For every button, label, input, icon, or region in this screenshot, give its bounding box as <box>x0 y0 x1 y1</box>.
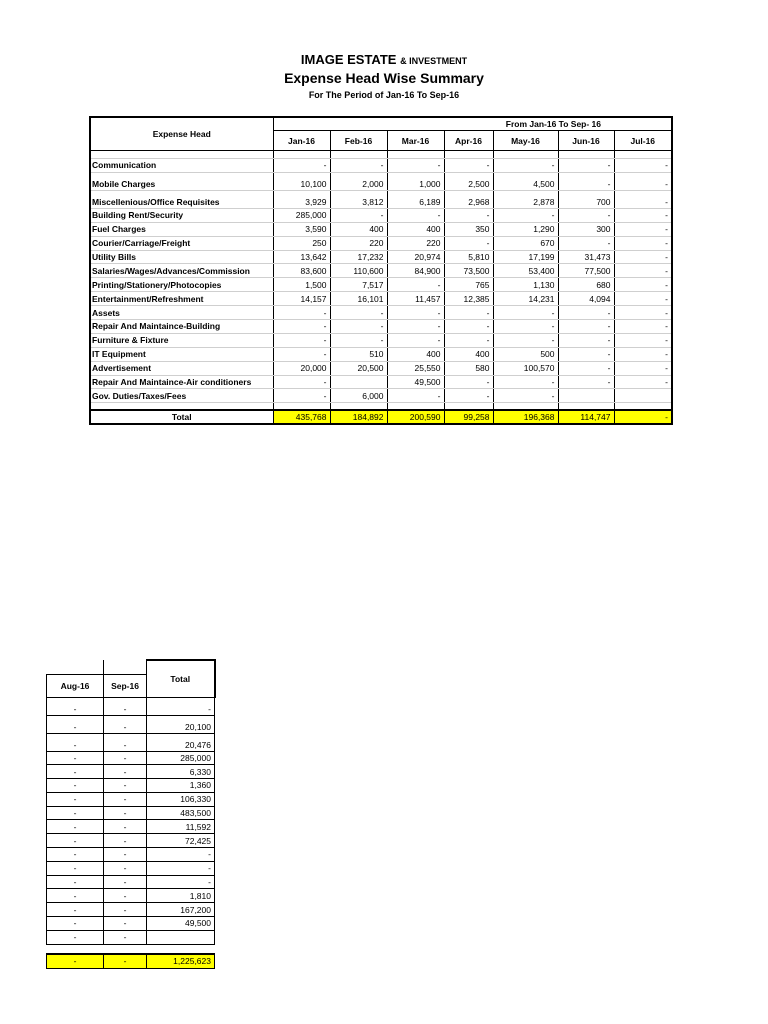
cell-may-16: 53,400 <box>493 264 558 278</box>
table-row <box>47 779 215 793</box>
cell-sep-16: - <box>104 903 147 917</box>
cell-sep-16: - <box>104 715 147 733</box>
cell-aug-16: - <box>47 733 104 751</box>
report-period: For The Period of Jan-16 To Sep-16 <box>308 90 460 100</box>
expense-head-utility-bills: Utility Bills <box>90 250 273 264</box>
table-row <box>90 172 672 190</box>
cell-jan-16: - <box>273 347 330 361</box>
table-row <box>90 306 672 320</box>
grand-total: 1,225,623 <box>147 954 215 968</box>
cell-sep-16: - <box>104 917 147 931</box>
cell-may-16: 2,878 <box>493 190 558 208</box>
table-row <box>90 250 672 264</box>
cell-sep-16: - <box>104 848 147 862</box>
total-label: Total <box>90 410 273 424</box>
table-row <box>90 389 672 403</box>
cell-jan-16: - <box>273 389 330 403</box>
cell-aug-16: - <box>47 861 104 875</box>
cell-sep-16: - <box>104 751 147 765</box>
table-row <box>47 848 215 862</box>
cell-feb-16: 20,500 <box>330 361 387 375</box>
cell-mar-16: 220 <box>387 236 444 250</box>
cell-sep-16: - <box>104 779 147 793</box>
cell-jun-16: - <box>558 375 614 389</box>
cell-jan-16: 13,642 <box>273 250 330 264</box>
expense-head-assets: Assets <box>90 306 273 320</box>
cell-aug-16: - <box>47 715 104 733</box>
row-total: - <box>147 875 215 889</box>
cell-mar-16: 20,974 <box>387 250 444 264</box>
cell-jun-16: - <box>558 236 614 250</box>
row-total: 1,360 <box>147 779 215 793</box>
cell-jan-16: 3,929 <box>273 190 330 208</box>
cell-apr-16: - <box>444 159 493 173</box>
cell-aug-16: - <box>47 697 104 715</box>
cell-jun-16: - <box>558 361 614 375</box>
cell-apr-16: - <box>444 236 493 250</box>
cell-apr-16: - <box>444 375 493 389</box>
cell-jun-16: - <box>558 320 614 334</box>
cell-feb-16: - <box>330 159 387 173</box>
cell-may-16: 1,290 <box>493 222 558 236</box>
expense-head-fuel-charges: Fuel Charges <box>90 222 273 236</box>
cell-may-16: - <box>493 159 558 173</box>
cell-mar-16: 84,900 <box>387 264 444 278</box>
expense-head-repair-and-maintaince-air-conditioners: Repair And Maintaince-Air conditioners <box>90 375 273 389</box>
cell-jul-16 <box>614 389 672 403</box>
cell-apr-16: - <box>444 320 493 334</box>
cell-feb-16: 16,101 <box>330 292 387 306</box>
month-header-mar-16: Mar-16 <box>387 131 444 151</box>
total-may-16: 196,368 <box>493 410 558 424</box>
cell-may-16: - <box>493 306 558 320</box>
cell-jan-16: 10,100 <box>273 172 330 190</box>
table-row <box>47 765 215 779</box>
row-total: 167,200 <box>147 903 215 917</box>
cell-aug-16: - <box>47 834 104 848</box>
expense-head-salaries-wages-advances-commission: Salaries/Wages/Advances/Commission <box>90 264 273 278</box>
cell-apr-16: 12,385 <box>444 292 493 306</box>
month-header-jan-16: Jan-16 <box>273 131 330 151</box>
cell-mar-16: 400 <box>387 222 444 236</box>
cell-jan-16: - <box>273 375 330 389</box>
cell-mar-16: - <box>387 278 444 292</box>
cell-jun-16: 31,473 <box>558 250 614 264</box>
month-header-aug-16: Aug-16 <box>47 674 104 697</box>
expense-head-furniture-fixture: Furniture & Fixture <box>90 333 273 347</box>
row-total <box>147 930 215 944</box>
cell-jan-16: - <box>273 306 330 320</box>
cell-may-16: - <box>493 208 558 222</box>
cell-mar-16: - <box>387 333 444 347</box>
cell-jul-16: - <box>614 264 672 278</box>
cell-jul-16: - <box>614 208 672 222</box>
expense-head-it-equipment: IT Equipment <box>90 347 273 361</box>
expense-head-mobile-charges: Mobile Charges <box>90 172 273 190</box>
cell-sep-16: - <box>104 861 147 875</box>
cell-aug-16: - <box>47 930 104 944</box>
cell-mar-16: - <box>387 306 444 320</box>
cell-mar-16: 1,000 <box>387 172 444 190</box>
cell-jul-16: - <box>614 172 672 190</box>
cell-aug-16: - <box>47 765 104 779</box>
cell-jul-16: - <box>614 250 672 264</box>
cell-feb-16: 510 <box>330 347 387 361</box>
month-header-apr-16: Apr-16 <box>444 131 493 151</box>
cell-apr-16: - <box>444 389 493 403</box>
cell-feb-16: 110,600 <box>330 264 387 278</box>
table-row <box>47 889 215 903</box>
table-row <box>90 333 672 347</box>
row-total: - <box>147 697 215 715</box>
cell-jul-16: - <box>614 306 672 320</box>
cell-sep-16: - <box>104 930 147 944</box>
cell-may-16: 4,500 <box>493 172 558 190</box>
row-total: - <box>147 861 215 875</box>
cell-may-16: 670 <box>493 236 558 250</box>
cell-jul-16: - <box>614 320 672 334</box>
cell-apr-16: 2,500 <box>444 172 493 190</box>
total-column-header: Total <box>147 660 215 697</box>
table-row <box>90 361 672 375</box>
expense-head-printing-stationery-photocopies: Printing/Stationery/Photocopies <box>90 278 273 292</box>
cell-may-16: - <box>493 320 558 334</box>
cell-sep-16: - <box>104 889 147 903</box>
expense-summary-continuation-table <box>46 659 216 969</box>
expense-head-building-rent-security: Building Rent/Security <box>90 208 273 222</box>
table-row <box>90 264 672 278</box>
cell-jan-16: 20,000 <box>273 361 330 375</box>
cell-feb-16: - <box>330 306 387 320</box>
total-jun-16: 114,747 <box>558 410 614 424</box>
cell-aug-16: - <box>47 917 104 931</box>
cell-aug-16: - <box>47 875 104 889</box>
cell-may-16: - <box>493 333 558 347</box>
row-total: 483,500 <box>147 806 215 820</box>
report-title: Expense Head Wise Summary <box>284 70 484 86</box>
cell-aug-16: - <box>47 889 104 903</box>
cell-jan-16: - <box>273 320 330 334</box>
table-row <box>90 292 672 306</box>
cell-apr-16: 5,810 <box>444 250 493 264</box>
cell-jul-16: - <box>614 333 672 347</box>
row-total: 1,810 <box>147 889 215 903</box>
cell-jan-16: 1,500 <box>273 278 330 292</box>
row-total: 20,476 <box>147 733 215 751</box>
expense-head-miscellenious-office-requisites: Miscellenious/Office Requisites <box>90 190 273 208</box>
cell-may-16: 17,199 <box>493 250 558 264</box>
table-row <box>90 190 672 208</box>
cell-sep-16: - <box>104 820 147 834</box>
cell-may-16: - <box>493 389 558 403</box>
cell-jun-16: - <box>558 172 614 190</box>
cell-mar-16: - <box>387 320 444 334</box>
table-row <box>47 806 215 820</box>
cell-sep-16: - <box>104 792 147 806</box>
cell-jun-16: 4,094 <box>558 292 614 306</box>
table-row <box>47 697 215 715</box>
cell-jun-16: 77,500 <box>558 264 614 278</box>
company-name-suffix: & INVESTMENT <box>400 56 468 66</box>
cell-apr-16: 765 <box>444 278 493 292</box>
cell-aug-16: - <box>47 903 104 917</box>
total-row <box>90 410 672 424</box>
expense-head-header: Expense Head <box>90 117 273 151</box>
table-row <box>47 930 215 944</box>
cell-apr-16: - <box>444 333 493 347</box>
cell-sep-16: - <box>104 875 147 889</box>
expense-head-gov-duties-taxes-fees: Gov. Duties/Taxes/Fees <box>90 389 273 403</box>
date-range-header: From Jan-16 To Sep- 16 <box>273 117 672 131</box>
row-total: 285,000 <box>147 751 215 765</box>
cell-jul-16: - <box>614 159 672 173</box>
cell-mar-16: - <box>387 208 444 222</box>
table-row <box>47 792 215 806</box>
cell-aug-16: - <box>47 792 104 806</box>
cell-mar-16: 400 <box>387 347 444 361</box>
month-header-may-16: May-16 <box>493 131 558 151</box>
table-row <box>90 278 672 292</box>
cell-feb-16: 400 <box>330 222 387 236</box>
cell-feb-16: 17,232 <box>330 250 387 264</box>
cell-feb-16: - <box>330 333 387 347</box>
table-row <box>47 715 215 733</box>
cell-feb-16 <box>330 375 387 389</box>
cell-mar-16: 11,457 <box>387 292 444 306</box>
cell-jan-16: 3,590 <box>273 222 330 236</box>
expense-head-communication: Communication <box>90 159 273 173</box>
expense-head-courier-carriage-freight: Courier/Carriage/Freight <box>90 236 273 250</box>
table-row <box>90 222 672 236</box>
cell-aug-16: - <box>47 779 104 793</box>
expense-head-entertainment-refreshment: Entertainment/Refreshment <box>90 292 273 306</box>
cell-jun-16: - <box>558 208 614 222</box>
cell-apr-16: - <box>444 208 493 222</box>
expense-head-repair-and-maintaince-building: Repair And Maintaince-Building <box>90 320 273 334</box>
cell-aug-16: - <box>47 820 104 834</box>
row-total: 11,592 <box>147 820 215 834</box>
table-row <box>47 875 215 889</box>
table-row <box>90 159 672 173</box>
cell-jan-16: - <box>273 333 330 347</box>
expense-summary-table <box>89 116 673 425</box>
table-row <box>47 820 215 834</box>
cell-sep-16: - <box>104 806 147 820</box>
row-total: - <box>147 848 215 862</box>
table-row <box>47 834 215 848</box>
table-row <box>47 861 215 875</box>
cell-jul-16: - <box>614 347 672 361</box>
cell-jan-16: - <box>273 159 330 173</box>
cell-apr-16: 400 <box>444 347 493 361</box>
cell-apr-16: 580 <box>444 361 493 375</box>
cell-mar-16: 6,189 <box>387 190 444 208</box>
row-total: 20,100 <box>147 715 215 733</box>
cell-feb-16: - <box>330 208 387 222</box>
cell-feb-16: 6,000 <box>330 389 387 403</box>
cell-jun-16: - <box>558 159 614 173</box>
cell-aug-16: - <box>47 848 104 862</box>
cell-sep-16: - <box>104 765 147 779</box>
cell-jul-16: - <box>614 361 672 375</box>
total-row <box>47 954 215 968</box>
month-header-jun-16: Jun-16 <box>558 131 614 151</box>
row-total: 72,425 <box>147 834 215 848</box>
table-row <box>47 917 215 931</box>
total-apr-16: 99,258 <box>444 410 493 424</box>
cell-may-16: 100,570 <box>493 361 558 375</box>
cell-may-16: 500 <box>493 347 558 361</box>
cell-jan-16: 14,157 <box>273 292 330 306</box>
table-row <box>90 236 672 250</box>
month-header-jul-16: Jul-16 <box>614 131 672 151</box>
cell-may-16: 1,130 <box>493 278 558 292</box>
table-row <box>47 733 215 751</box>
cell-jul-16: - <box>614 236 672 250</box>
cell-jul-16: - <box>614 190 672 208</box>
cell-jul-16: - <box>614 292 672 306</box>
company-name <box>0 52 768 67</box>
cell-apr-16: 73,500 <box>444 264 493 278</box>
cell-feb-16: 220 <box>330 236 387 250</box>
cell-jun-16: 300 <box>558 222 614 236</box>
total-sep-16: - <box>104 954 147 968</box>
cell-feb-16: - <box>330 320 387 334</box>
cell-mar-16: - <box>387 159 444 173</box>
cell-jul-16: - <box>614 278 672 292</box>
row-total: 49,500 <box>147 917 215 931</box>
cell-jun-16: - <box>558 306 614 320</box>
cell-mar-16: 49,500 <box>387 375 444 389</box>
total-aug-16: - <box>47 954 104 968</box>
cell-jun-16 <box>558 389 614 403</box>
cell-sep-16: - <box>104 834 147 848</box>
month-header-feb-16: Feb-16 <box>330 131 387 151</box>
table-row <box>47 903 215 917</box>
table-row <box>90 208 672 222</box>
cell-jul-16: - <box>614 375 672 389</box>
cell-apr-16: - <box>444 306 493 320</box>
month-header-sep-16: Sep-16 <box>104 674 147 697</box>
total-mar-16: 200,590 <box>387 410 444 424</box>
cell-jan-16: 250 <box>273 236 330 250</box>
cell-sep-16: - <box>104 733 147 751</box>
cell-jun-16: 680 <box>558 278 614 292</box>
cell-aug-16: - <box>47 806 104 820</box>
cell-feb-16: 2,000 <box>330 172 387 190</box>
cell-may-16: - <box>493 375 558 389</box>
cell-feb-16: 3,812 <box>330 190 387 208</box>
cell-jun-16: - <box>558 333 614 347</box>
table-row <box>90 320 672 334</box>
cell-jan-16: 83,600 <box>273 264 330 278</box>
cell-jun-16: 700 <box>558 190 614 208</box>
cell-feb-16: 7,517 <box>330 278 387 292</box>
cell-jul-16: - <box>614 222 672 236</box>
table-row <box>90 347 672 361</box>
cell-aug-16: - <box>47 751 104 765</box>
total-feb-16: 184,892 <box>330 410 387 424</box>
table-row <box>90 375 672 389</box>
cell-apr-16: 350 <box>444 222 493 236</box>
cell-may-16: 14,231 <box>493 292 558 306</box>
total-jul-16: - <box>614 410 672 424</box>
row-total: 106,330 <box>147 792 215 806</box>
row-total: 6,330 <box>147 765 215 779</box>
expense-head-advertisement: Advertisement <box>90 361 273 375</box>
cell-mar-16: - <box>387 389 444 403</box>
cell-jan-16: 285,000 <box>273 208 330 222</box>
total-jan-16: 435,768 <box>273 410 330 424</box>
cell-apr-16: 2,968 <box>444 190 493 208</box>
cell-mar-16: 25,550 <box>387 361 444 375</box>
table-row <box>47 751 215 765</box>
cell-jun-16: - <box>558 347 614 361</box>
company-name-main: IMAGE ESTATE <box>300 52 397 67</box>
cell-sep-16: - <box>104 697 147 715</box>
